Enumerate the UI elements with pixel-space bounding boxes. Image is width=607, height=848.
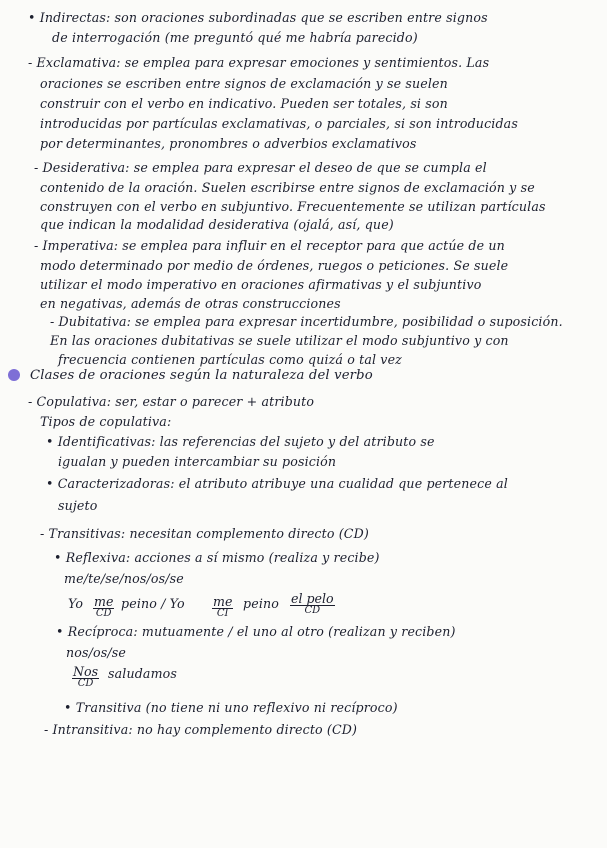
- note-line: sujeto: [58, 498, 98, 513]
- note-line: en negativas, además de otras construcciones: [40, 296, 341, 311]
- note-line: nos/os/se: [66, 645, 126, 660]
- function-label: CD: [77, 678, 94, 690]
- section-bullet-marker: [8, 369, 20, 381]
- function-label: CD: [95, 608, 112, 620]
- note-line: • Recíproca: mutuamente / el uno al otro (realizan y reciben): [56, 624, 456, 639]
- note-line: - Intransitiva: no hay complemento directo (CD): [44, 722, 358, 737]
- note-line: oraciones se escriben entre signos de exclamación y se suelen: [40, 76, 448, 91]
- note-line: frecuencia contienen partículas como quizá o tal vez: [58, 352, 402, 367]
- note-line: • Caracterizadoras: el atributo atribuye una cualidad que pertenece al: [46, 476, 508, 491]
- function-label: CD: [304, 605, 321, 617]
- example-word: el pelo: [291, 591, 334, 606]
- note-line: - Imperativa: se emplea para influir en el receptor para que actúe de un: [34, 238, 505, 253]
- note-line: En las oraciones dubitativas se suele utilizar el modo subjuntivo y con: [50, 333, 509, 348]
- note-line: • Transitiva (no tiene ni uno reflexivo ni recíproco): [64, 700, 398, 715]
- note-line: introducidas por partículas exclamativas, o parciales, si son introducidas: [40, 116, 518, 131]
- note-line: - Transitivas: necesitan complemento directo (CD): [40, 526, 369, 541]
- example-fraction: [212, 595, 233, 620]
- example-fraction: [93, 595, 114, 620]
- note-line: modo determinado por medio de órdenes, ruegos o peticiones. Se suele: [40, 258, 509, 273]
- example-word: Nos: [73, 664, 99, 679]
- note-line: me/te/se/nos/os/se: [64, 571, 184, 586]
- example-word: peino / Yo: [121, 596, 185, 611]
- example-word: Yo: [68, 596, 84, 611]
- section-heading: Clases de oraciones según la naturaleza del verbo: [30, 368, 373, 383]
- example-word: saludamos: [108, 666, 178, 681]
- example-word: me: [213, 594, 233, 609]
- note-line: que indican la modalidad desiderativa (ojalá, así, que): [40, 217, 394, 232]
- note-line: - Dubitativa: se emplea para expresar incertidumbre, posibilidad o suposición.: [50, 314, 563, 329]
- note-line: • Indirectas: son oraciones subordinadas que se escriben entre signos: [28, 10, 488, 25]
- function-label: CI: [216, 608, 229, 620]
- example-fraction: [290, 592, 335, 617]
- example-word: peino: [243, 596, 279, 611]
- note-line: igualan y pueden intercambiar su posición: [58, 454, 337, 469]
- note-line: construyen con el verbo en subjuntivo. Frecuentemente se utilizan partículas: [40, 199, 546, 214]
- example-word: me: [94, 594, 114, 609]
- note-line: de interrogación (me preguntó qué me habría parecido): [52, 30, 418, 45]
- note-line: • Reflexiva: acciones a sí mismo (realiza y recibe): [54, 550, 380, 565]
- note-line: por determinantes, pronombres o adverbios exclamativos: [40, 136, 417, 151]
- note-line: contenido de la oración. Suelen escribirse entre signos de exclamación y se: [40, 180, 535, 195]
- note-line: utilizar el modo imperativo en oraciones afirmativas y el subjuntivo: [40, 277, 482, 292]
- note-line: - Copulativa: ser, estar o parecer + atributo: [28, 394, 315, 409]
- note-line: construir con el verbo en indicativo. Pueden ser totales, si son: [40, 96, 448, 111]
- note-line: - Desiderativa: se emplea para expresar el deseo de que se cumpla el: [34, 160, 487, 175]
- note-line: Tipos de copulativa:: [40, 414, 172, 429]
- note-line: - Exclamativa: se emplea para expresar emociones y sentimientos. Las: [28, 55, 490, 70]
- note-line: • Identificativas: las referencias del sujeto y del atributo se: [46, 434, 435, 449]
- example-fraction: [72, 665, 99, 690]
